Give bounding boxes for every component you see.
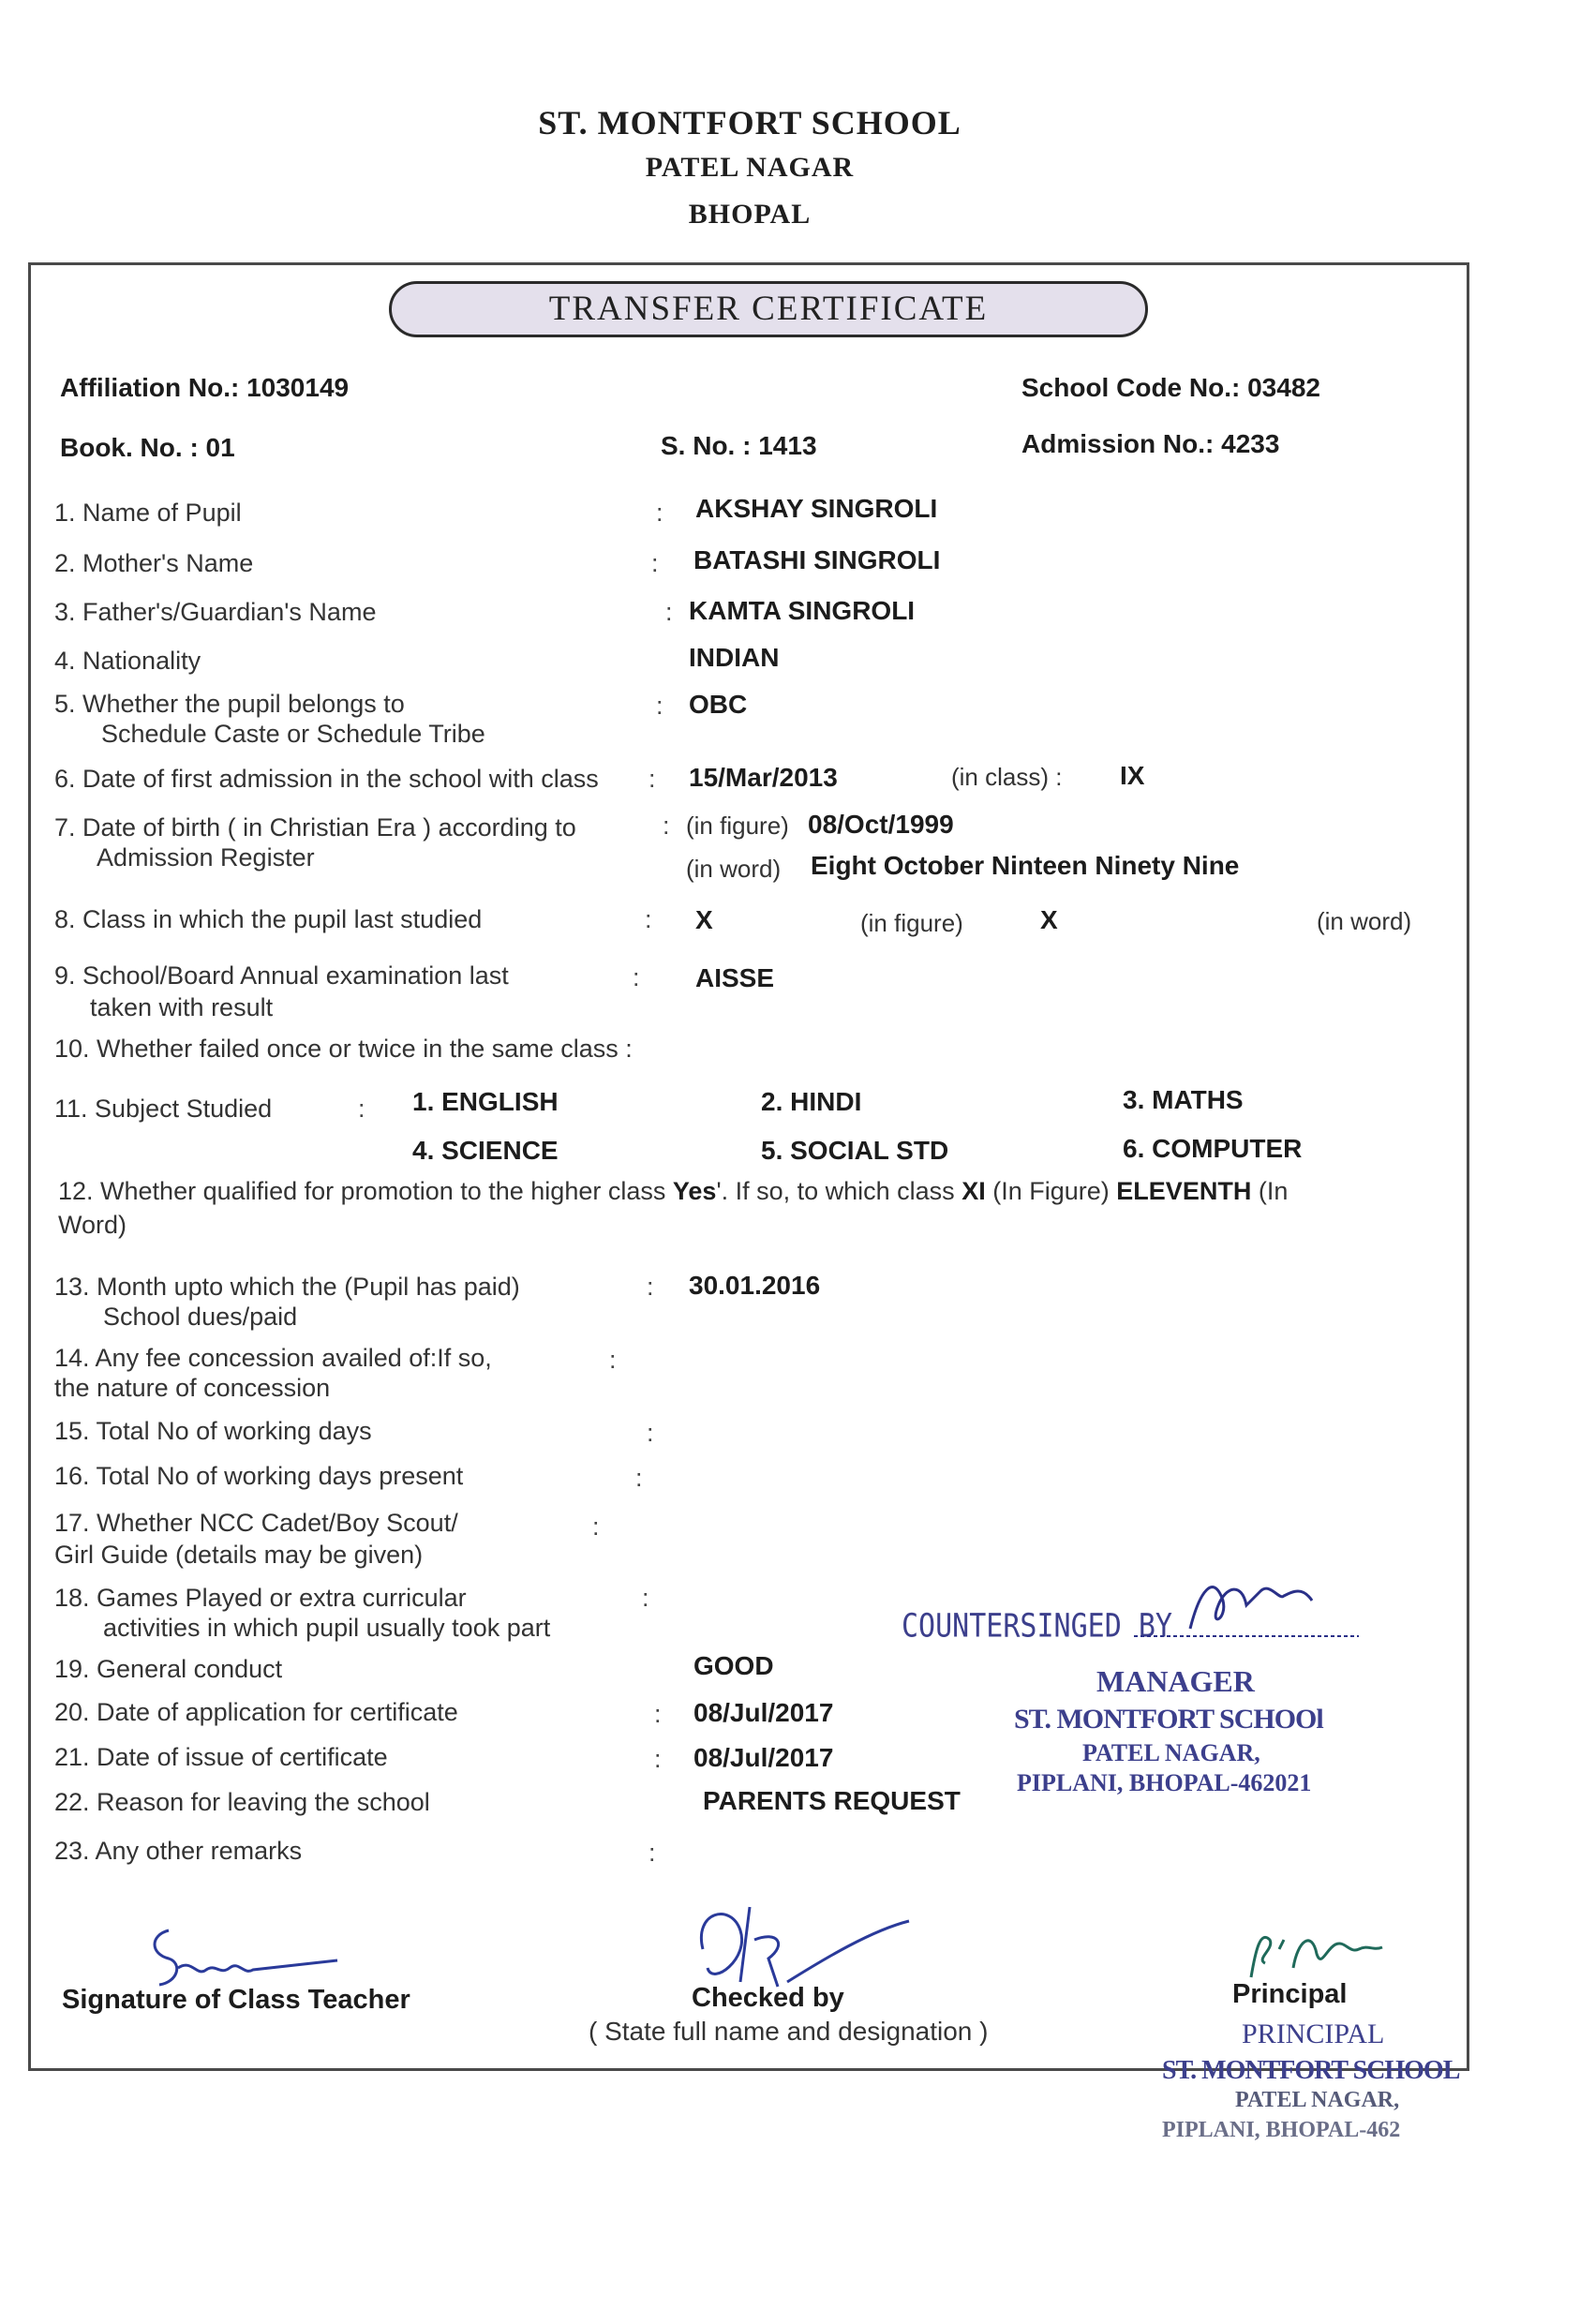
- certificate-title: TRANSFER CERTIFICATE: [389, 281, 1148, 337]
- label-days-present: 16. Total No of working days present: [54, 1462, 464, 1490]
- colon: :: [651, 549, 659, 577]
- label-exam-line1: 9. School/Board Annual examination last: [54, 961, 509, 990]
- serial-number: S. No. : 1413: [661, 431, 817, 460]
- colon: :: [647, 1419, 654, 1447]
- label-concession-line1: 14. Any fee concession availed of:If so,: [54, 1344, 492, 1372]
- colon: :: [648, 765, 656, 793]
- label-conduct: 19. General conduct: [54, 1655, 283, 1683]
- subject-5: 5. SOCIAL STD: [761, 1136, 949, 1165]
- label-ncc-line2: Girl Guide (details may be given): [54, 1541, 424, 1569]
- subject-4: 4. SCIENCE: [412, 1136, 559, 1165]
- label-father-name: 3. Father's/Guardian's Name: [54, 598, 377, 626]
- subject-1: 1. ENGLISH: [412, 1087, 559, 1116]
- label-last-class-figure: (in figure): [860, 909, 963, 937]
- principal-stamp-area: PATEL NAGAR,: [1235, 2088, 1400, 2112]
- colon: :: [647, 1273, 654, 1301]
- colon: :: [656, 692, 663, 720]
- promotion-text-2: '. If so, to which class: [716, 1177, 955, 1205]
- value-admission-class: IX: [1120, 761, 1145, 790]
- book-number: Book. No. : 01: [60, 433, 235, 462]
- affiliation-number: Affiliation No.: 1030149: [60, 373, 350, 402]
- colon: :: [633, 963, 640, 991]
- school-code: School Code No.: 03482: [1021, 373, 1320, 402]
- label-caste-line1: 5. Whether the pupil belongs to: [54, 690, 405, 718]
- label-remarks: 23. Any other remarks: [54, 1837, 303, 1865]
- label-failed: 10. Whether failed once or twice in the same class :: [54, 1035, 633, 1063]
- colon: :: [648, 1839, 656, 1867]
- value-last-class-word: X: [1040, 905, 1058, 934]
- signature-class-teacher: Signature of Class Teacher: [62, 1985, 410, 2015]
- label-games-line2: activities in which pupil usually took part: [103, 1614, 551, 1642]
- admission-number: Admission No.: 4233: [1021, 429, 1280, 458]
- label-dues-line1: 13. Month upto which the (Pupil has paid): [54, 1273, 520, 1301]
- colon: :: [645, 905, 652, 933]
- value-application-date: 08/Jul/2017: [693, 1698, 834, 1727]
- label-dob-figure: (in figure): [686, 812, 789, 840]
- value-last-class-figure: X: [695, 905, 713, 934]
- promotion-text-1: 12. Whether qualified for promotion to the higher class: [58, 1177, 666, 1205]
- label-subjects: 11. Subject Studied: [54, 1095, 273, 1123]
- countersign-stamp-city: PIPLANI, BHOPAL-462021: [1017, 1769, 1312, 1796]
- subject-2: 2. HINDI: [761, 1087, 862, 1116]
- label-working-days: 15. Total No of working days: [54, 1417, 372, 1445]
- label-caste-line2: Schedule Caste or Schedule Tribe: [101, 720, 485, 748]
- subject-6: 6. COMPUTER: [1123, 1134, 1303, 1163]
- label-issue-date: 21. Date of issue of certificate: [54, 1743, 388, 1771]
- school-name: ST. MONTFORT SCHOOL: [538, 104, 961, 142]
- label-first-admission: 6. Date of first admission in the school with class: [54, 765, 599, 793]
- colon: :: [665, 598, 673, 626]
- signature-principal: Principal: [1232, 1979, 1348, 2009]
- label-pupil-name: 1. Name of Pupil: [54, 499, 242, 527]
- colon: :: [654, 1745, 662, 1773]
- promotion-line-2: Word): [58, 1211, 127, 1239]
- checked-by-signature: [684, 1893, 928, 1996]
- label-ncc-line1: 17. Whether NCC Cadet/Boy Scout/: [54, 1509, 458, 1537]
- principal-stamp-school: ST. MONTFORT SCHOOL: [1162, 2056, 1460, 2085]
- value-nationality: INDIAN: [689, 643, 780, 672]
- principal-stamp-city: PIPLANI, BHOPAL-462: [1162, 2118, 1401, 2142]
- value-dob-word: Eight October Ninteen Ninety Nine: [811, 851, 1240, 880]
- label-dob-line2: Admission Register: [97, 843, 315, 872]
- label-in-class: (in class) :: [951, 763, 1063, 791]
- promotion-class-word: ELEVENTH: [1116, 1177, 1252, 1205]
- countersign-stamp-manager: MANAGER: [1096, 1664, 1255, 1698]
- checked-by-note: ( State full name and designation ): [589, 2017, 989, 2046]
- label-dues-line2: School dues/paid: [103, 1303, 298, 1331]
- value-dues: 30.01.2016: [689, 1271, 821, 1300]
- school-city: BHOPAL: [688, 199, 812, 230]
- principal-stamp-title: PRINCIPAL: [1242, 2019, 1385, 2049]
- value-leaving-reason: PARENTS REQUEST: [703, 1786, 961, 1815]
- value-exam: AISSE: [695, 963, 775, 992]
- value-first-admission-date: 15/Mar/2013: [689, 763, 838, 792]
- label-mother-name: 2. Mother's Name: [54, 549, 254, 577]
- value-dob-figure: 08/Oct/1999: [808, 810, 954, 839]
- colon: :: [609, 1346, 617, 1374]
- colon: :: [654, 1700, 662, 1728]
- promotion-text-3: (In Figure): [992, 1177, 1110, 1205]
- school-area: PATEL NAGAR: [645, 152, 855, 183]
- colon: :: [656, 499, 663, 527]
- label-leaving-reason: 22. Reason for leaving the school: [54, 1788, 430, 1816]
- value-caste: OBC: [689, 690, 748, 719]
- promotion-class-figure: XI: [961, 1177, 986, 1205]
- promotion-line: [58, 1177, 1288, 1206]
- label-concession-line2: the nature of concession: [54, 1374, 331, 1402]
- countersign-stamp-area: PATEL NAGAR,: [1082, 1739, 1260, 1766]
- value-conduct: GOOD: [693, 1651, 774, 1680]
- colon: :: [358, 1095, 365, 1123]
- colon: :: [642, 1584, 649, 1612]
- class-teacher-signature: [131, 1912, 356, 1996]
- label-application-date: 20. Date of application for certificate: [54, 1698, 458, 1726]
- colon: :: [635, 1464, 643, 1492]
- manager-signature: [1171, 1563, 1359, 1638]
- label-games-line1: 18. Games Played or extra curricular: [54, 1584, 467, 1612]
- label-last-class-word: (in word): [1317, 907, 1412, 935]
- value-pupil-name: AKSHAY SINGROLI: [695, 494, 938, 523]
- principal-signature: [1242, 1912, 1392, 1987]
- label-dob-line1: 7. Date of birth ( in Christian Era ) according to: [54, 813, 576, 842]
- value-father-name: KAMTA SINGROLI: [689, 596, 916, 625]
- value-issue-date: 08/Jul/2017: [693, 1743, 834, 1772]
- value-mother-name: BATASHI SINGROLI: [693, 545, 941, 574]
- label-last-class: 8. Class in which the pupil last studied: [54, 905, 483, 933]
- colon: :: [663, 812, 670, 840]
- promotion-yes: Yes: [672, 1177, 717, 1205]
- countersigned-text: COUNTERSINGED BY: [902, 1607, 1172, 1646]
- signature-checked-by: Checked by: [692, 1983, 844, 2013]
- colon: :: [592, 1512, 600, 1541]
- label-nationality: 4. Nationality: [54, 647, 201, 675]
- countersign-stamp-school: ST. MONTFORT SCHOOl: [1014, 1704, 1323, 1735]
- label-exam-line2: taken with result: [90, 993, 274, 1021]
- promotion-text-4: (In: [1258, 1177, 1289, 1205]
- label-dob-word: (in word): [686, 855, 782, 883]
- subject-3: 3. MATHS: [1123, 1085, 1244, 1114]
